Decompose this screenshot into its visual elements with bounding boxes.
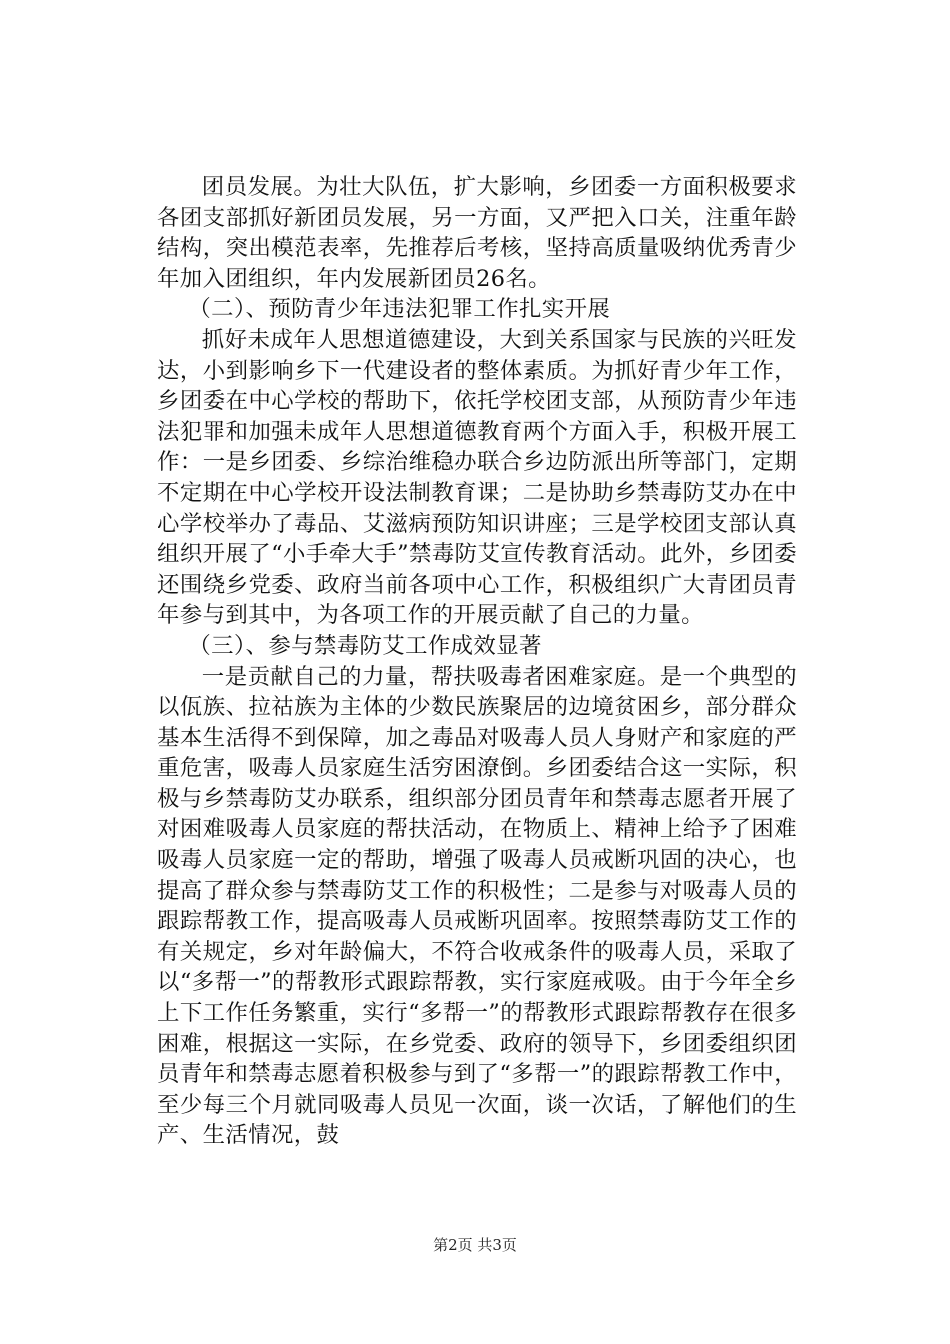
section-heading-3: （三）、参与禁毒防艾工作成效显著 bbox=[188, 632, 542, 659]
document-body bbox=[157, 172, 797, 1151]
section-heading-2: （二）、预防青少年违法犯罪工作扎实开展 bbox=[188, 296, 611, 323]
paragraph-member-development: 团员发展。为壮大队伍，扩大影响，乡团委一方面积极要求各团支部抓好新团员发展，另一方面，又严把入口关，注重年龄结构，突出模范表率，先推荐后考核，坚持高质量吸纳优秀青少年加入团组织，年内发展新团员26名。 bbox=[157, 174, 797, 292]
paragraph-crime-prevention: 抓好未成年人思想道德建设，大到关系国家与民族的兴旺发达，小到影响乡下一代建设者的整体素质。为抓好青少年工作，乡团委在中心学校的帮助下，依托学校团支部，从预防青少年违法犯罪和加强未成年人思想道德教育两个方面入手，积极开展工作：一是乡团委、乡综治维稳办联合乡边防派出所等部门，定期不定期在中心学校开设法制教育课；二是协助乡禁毒防艾办在中心学校举办了毒品、艾滋病预防知识讲座；三是学校团支部认真组织开展了“小手牵大手”禁毒防艾宣传教育活动。此外，乡团委还围绕乡党委、政府当前各项中心工作，积极组织广大青团员青年参与到其中，为各项工作的开展贡献了自己的力量。 bbox=[157, 326, 797, 629]
paragraph-drug-prevention: 一是贡献自己的力量，帮扶吸毒者困难家庭。是一个典型的以佤族、拉祜族为主体的少数民族聚居的边境贫困乡，部分群众基本生活得不到保障，加之毒品对吸毒人员人身财产和家庭的严重危害，吸毒人员家庭生活穷困潦倒。乡团委结合这一实际，积极与乡禁毒防艾办联系，组织部分团员青年和禁毒志愿者开展了对困难吸毒人员家庭的帮扶活动，在物质上、精神上给予了困难吸毒人员家庭一定的帮助，增强了吸毒人员戒断巩固的决心，也提高了群众参与禁毒防艾工作的积极性；二是参与对吸毒人员的跟踪帮教工作，提高吸毒人员戒断巩固率。按照禁毒防艾工作的有关规定，乡对年龄偏大，不符合收戒条件的吸毒人员，采取了以“多帮一”的帮教形式跟踪帮教，实行家庭戒吸。由于今年全乡上下工作任务繁重，实行“多帮一”的帮教形式跟踪帮教存在很多困难，根据这一实际，在乡党委、政府的领导下，乡团委组织团员青年和禁毒志愿着积极参与到了“多帮一”的跟踪帮教工作中，至少每三个月就同吸毒人员见一次面，谈一次话，了解他们的生产、生活情况，鼓 bbox=[157, 663, 797, 1149]
page-number-footer: 第2页 共3页 bbox=[433, 1236, 517, 1254]
